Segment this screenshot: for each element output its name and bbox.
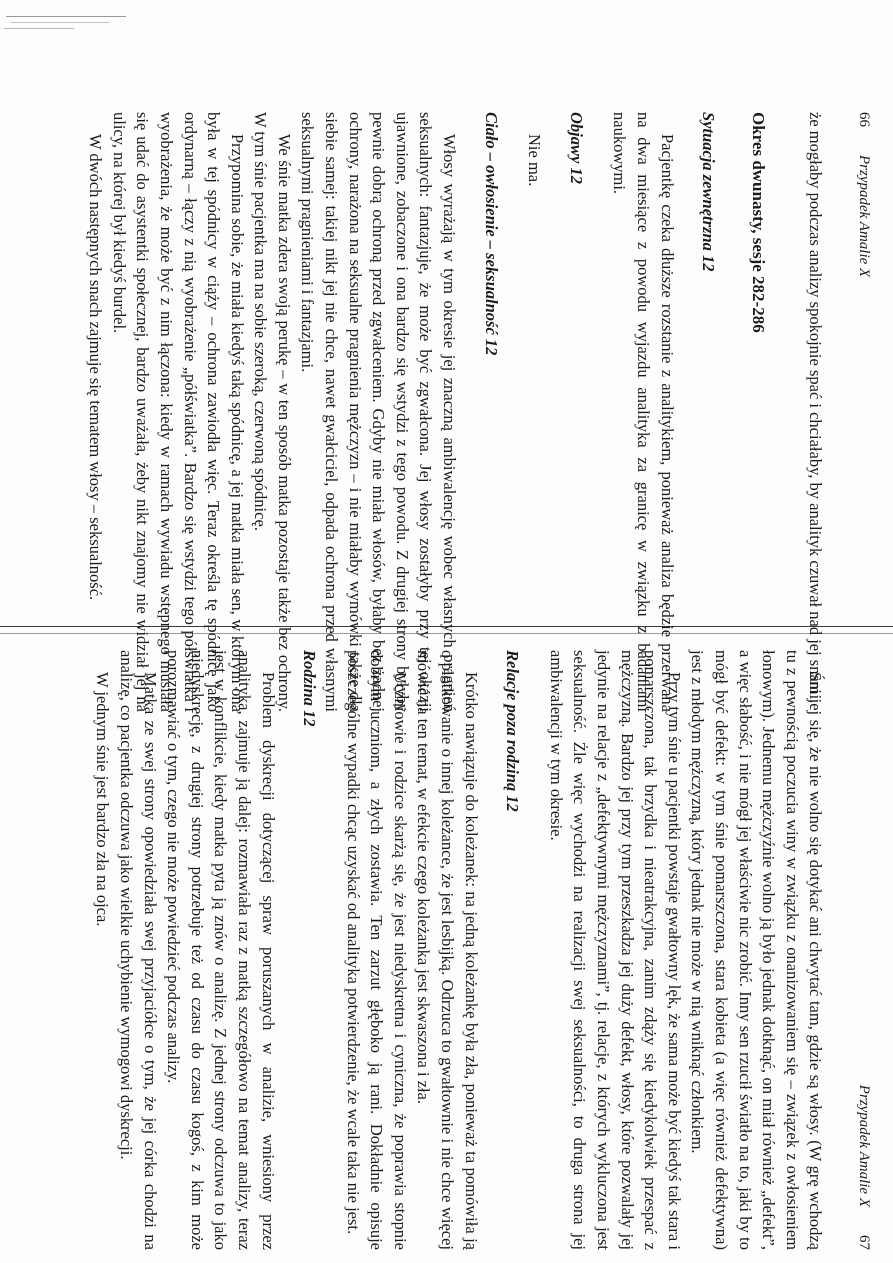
chapter-title: Okres dwunasty, sesje 282-286 xyxy=(748,112,768,333)
page-number: 66 xyxy=(856,112,872,127)
running-head-66 xyxy=(851,112,875,712)
paragraph: Uczniowie i rodzice skarżą się, że jest niedyskretna i cyniczna, że poprawia stopnie dobrym uczniom, a złych zostawia. Ten zarzut głęboko ją rani. Dokładnie opisuje poszczególne wypadki chcąc uzyskać od analityka potwierdzenie, że wcale taka nie jest. xyxy=(343,650,410,1250)
paragraph: Pacjentkę czeka dłuższe rozstanie z analitykiem, ponieważ analiza będzie przerwana na dwa miesiące z powodu wyjazdu analityka za granicę w związku z badaniami naukowymi. xyxy=(610,112,677,712)
scan-artifact-marks xyxy=(0,10,160,40)
page-number: 67 xyxy=(856,1235,872,1250)
section-title-body-hair-sexuality: Ciało – owłosienie – seksualność 12 xyxy=(481,112,501,356)
page-66 xyxy=(86,112,875,712)
paragraph: Nie ma. xyxy=(525,134,545,187)
paragraph: Problem dyskrecji dotyczącej spraw poruszanych w analizie, wniesiony przez analityka, zajmuje ją dalej: rozmawiała raz z matką szczegółowo na temat analizy, teraz jest w konflikcie, kiedy matka pyta ją znów o analizę. Z jednej strony odczuwa to jako niedyskrecję, z drugiej strony potrzebuje też od czasu do czasu kogoś, z kim może porozmawiać o tym, czego nie może powiedzieć podczas analizy. xyxy=(164,650,278,1250)
section-title-symptoms: Objawy 12 xyxy=(566,112,586,184)
section-title-external-situation: Sytuacja zewnętrzna 12 xyxy=(699,112,719,272)
running-title: Przypadek Amalie X xyxy=(856,155,872,278)
running-head-67 xyxy=(851,650,875,1250)
paragraph: W jednym śnie jest bardzo zła na ojca. xyxy=(93,672,113,927)
paragraph: We śnie matka zdera swoją perukę – w ten sposób matka pozostaje także bez ochrony. W tym śnie pacjentka ma na sobie szeroką, czerwoną spódnicę. xyxy=(251,112,294,712)
section-title-family: Rodzina 12 xyxy=(300,650,320,727)
page-67 xyxy=(93,650,875,1250)
paragraph: Krótko nawiązuje do koleżanek: na jedną koleżankę była zła, ponieważ ta pomówiła ją o plotkowanie o innej koleżance, że jest lesbijką. Odrzuca to gwałtownie i nie chce więcej mówić na ten temat, w efekcie czego koleżanka jest skwaszona i zła. xyxy=(414,650,481,1250)
paragraph: Włosy wyrażają w tym okresie jej znaczną ambiwalencję wobec własnych pragnień seksualnych: fantazjuje, że może być zgwałcona. Jej włosy zostałyby przy tej okazji ujawnione, zobaczone i ona bardzo się wstydzi z tego powodu. Z drugiej strony byłyby pewnie dobrą ochroną przed zgwałceniem. Gdyby nie miała włosów, byłaby bez żadnej ochrony, narażona na seksualne pragnienia mężczyzn – i nie miałaby wymówki także dla siebie samej: takiej nikt jej nie chce, nawet gwałciciel, odpada ochrona przed własnymi seksualnymi pragnieniami i fantazjami. xyxy=(298,112,460,712)
paragraph: W dwóch następnych snach zajmuje się tematem włosy – seksualność. xyxy=(86,134,106,601)
paragraph: Przypomina sobie, że miała kiedyś taką spódnicę, a jej matka miała sen, w którym ona była w tej spódnicy w ciąży – ochrona zawiodła więc. Teraz określa tę spódnicę jako ordynarną – łączy z nią wyobrażenie „półświatka”. Bardzo się wstydzi tego półświatka i wyobrażenia, że może być z nim łączona: kiedy w ramach wywiadu wstępnego musiała się udać do asystentki społecznej, bardzo uważała, żeby nikt znajomy nie widział jej na ulicy, na której był kiedyś burdel. xyxy=(109,112,247,712)
paragraph: Śni jej się, że nie wolno się dotykać ani chwytać tam, gdzie są włosy. (W grę wchodzą tu z pewnością poczucia winy w związku z onanizowaniem się – związek z owłosieniem łonowym). Jednemu mężczyźnie wolno ją było jednak dotknąć, on miał również „defekt”, a więc słabość, i nie mógł jej właściwie nic zrobić. Inny sen rzucił światło na to, jaki by to mógł być defekt: w tym śnie pomarszczona, stara kobieta (a więc również defektywna) jest z młodym mężczyzną, który jednak nie może w nią wniknąć członkiem. xyxy=(688,650,826,1250)
paragraph: Przy tym śnie u pacjentki powstaje gwałtowny lęk, że sama może być kiedyś tak stara i pomarszczona, tak brzydka i nieatrakcyjna, zanim zdąży się kiedykolwiek przespać z mężczyzną. Bardzo jej przy tym przeszkadza jej duży defekt, włosy, które pozwalały jej jedynie na relacje z „defektywnymi mężczyznami”, tj. relacje, z których wykluczona jest seksualność. Żle więc wychodzi na realizacji swej seksualności, to druga strona jej ambiwalencji w tym okresie. xyxy=(546,650,684,1250)
opening-paragraph: że mogłaby podczas analizy spokojnie spać i chciałaby, by analityk czuwał nad jej snami. xyxy=(806,112,826,704)
running-title: Przypadek Amalie X xyxy=(856,1084,872,1207)
paragraph: Matka ze swej strony opowiedziała swej przyjaciółce o tym, że jej córka chodzi na analizę, co pacjentka odczuwa jako wielkie uchybienie wymogowi dyskrecji. xyxy=(116,650,160,1250)
section-title-relations-outside-family: Relacje poza rodziną 12 xyxy=(503,650,523,812)
